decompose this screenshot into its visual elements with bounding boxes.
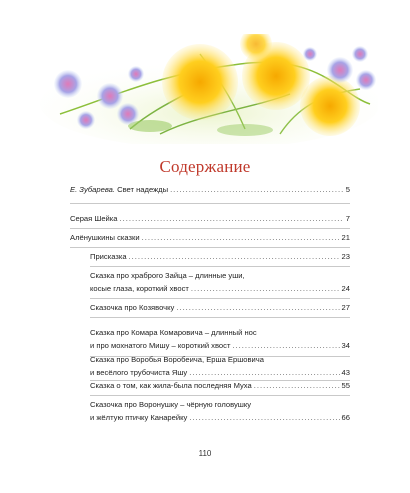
toc-entry[interactable] xyxy=(90,398,350,424)
divider xyxy=(70,228,350,229)
toc-page-number: 7 xyxy=(345,214,350,223)
toc-page-number: 66 xyxy=(341,413,350,422)
dot-leader xyxy=(189,411,339,424)
dot-leader xyxy=(189,366,339,379)
toc-entry-line: Сказочка про Воронушку – чёрную головушку xyxy=(90,400,252,409)
dot-leader xyxy=(170,183,344,196)
toc-entry-line: косые глаза, короткий хвост xyxy=(90,284,189,293)
page-number: 110 xyxy=(198,449,212,458)
toc-entry-line: Сказка про храброго Зайца – длинные уши, xyxy=(90,271,245,280)
toc-page-number: 55 xyxy=(341,381,350,390)
dot-leader xyxy=(191,282,340,295)
toc-entry[interactable] xyxy=(90,353,350,379)
divider xyxy=(90,266,350,267)
toc-entry-line: и весёлого трубочиста Яшу xyxy=(90,368,188,377)
dot-leader xyxy=(176,301,339,314)
divider xyxy=(70,247,350,248)
toc-entry[interactable] xyxy=(90,326,350,352)
dot-leader xyxy=(232,339,339,352)
toc-page-number: 43 xyxy=(341,368,350,377)
toc-entry[interactable] xyxy=(70,231,350,244)
divider xyxy=(90,395,350,396)
toc-entry-text: Алёнушкины сказки xyxy=(70,233,140,242)
toc-entry[interactable] xyxy=(70,212,350,225)
toc-page-number: 27 xyxy=(341,303,350,312)
toc-page-number: 21 xyxy=(341,233,350,242)
toc-entry-text: Серая Шейка xyxy=(70,214,118,223)
toc-entry-line: Сказка про Воробья Воробеича, Ерша Ершовича xyxy=(90,355,264,364)
toc-author: Е. Зубарева. xyxy=(70,185,115,194)
toc-entry-line: и жёлтую птичку Канарейку xyxy=(90,413,188,422)
divider xyxy=(90,298,350,299)
toc-entry[interactable] xyxy=(90,379,350,392)
toc-entry-text: Сказка о том, как жила-была последняя Муха xyxy=(90,381,252,390)
dot-leader xyxy=(142,231,340,244)
toc-entry-line: и про мохнатого Мишу – короткий хвост xyxy=(90,341,231,350)
dot-leader xyxy=(120,212,344,225)
toc-page-number: 23 xyxy=(341,252,350,261)
page-title: Содержание xyxy=(159,157,251,176)
toc-page-number: 34 xyxy=(341,341,350,350)
toc-entry[interactable] xyxy=(90,269,350,295)
dandelion-illustration xyxy=(40,34,378,144)
toc-entry[interactable] xyxy=(70,183,350,196)
dot-leader xyxy=(254,379,340,392)
toc-entry-text: Сказочка про Козявочку xyxy=(90,303,175,312)
divider xyxy=(70,203,350,204)
dot-leader xyxy=(129,250,340,263)
toc-entry-text: Свет надежды xyxy=(117,185,169,194)
toc-entry[interactable] xyxy=(90,250,350,263)
toc-page-number: 5 xyxy=(345,185,350,194)
toc-entry-line: Сказка про Комара Комаровича – длинный нос xyxy=(90,328,257,337)
toc-page-number: 24 xyxy=(341,284,350,293)
toc-entry-text: Присказка xyxy=(90,252,127,261)
toc-entry[interactable] xyxy=(90,301,350,314)
divider xyxy=(90,317,350,318)
